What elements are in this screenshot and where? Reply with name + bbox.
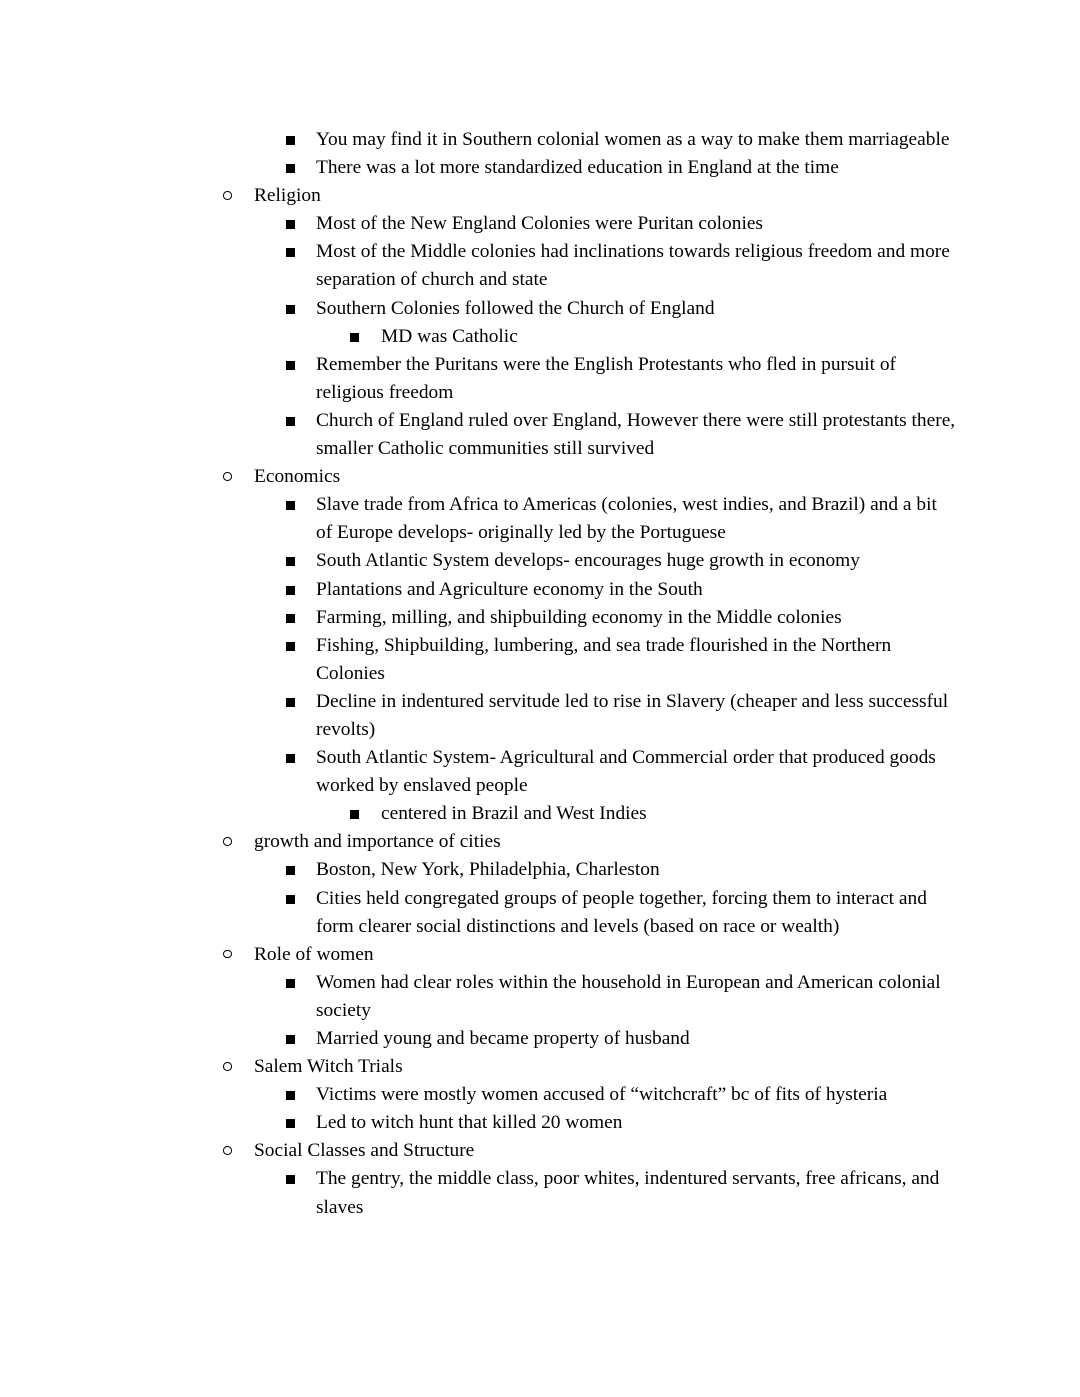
list-item-text: Slave trade from Africa to Americas (colonies, west indies, and Brazil) and a bit of Europe develops- originally led by the Portuguese: [316, 494, 937, 544]
bullet-square-icon: [286, 501, 295, 510]
list-item: [254, 463, 954, 491]
list-item: [381, 323, 957, 351]
bullet-square-icon: [286, 754, 295, 763]
bullet-circle-icon: [223, 1062, 232, 1071]
outline-list: [0, 126, 1080, 1222]
list-item: [316, 604, 957, 632]
list-item-text: The gentry, the middle class, poor whites, indentured servants, free africans, and slaves: [316, 1168, 940, 1218]
bullet-circle-icon: [223, 1146, 232, 1155]
list-item: [381, 800, 957, 828]
list-item: [254, 182, 954, 210]
list-item-text: Role of women: [254, 943, 374, 965]
list-item: [254, 828, 954, 856]
list-item-text: Women had clear roles within the household in European and American colonial society: [316, 971, 941, 1021]
list-item-text: Decline in indentured servitude led to rise in Slavery (cheaper and less successful revolts): [316, 690, 949, 740]
bullet-square-icon: [286, 698, 295, 707]
bullet-square-icon: [286, 361, 295, 370]
list-item-text: Most of the New England Colonies were Puritan colonies: [316, 213, 763, 235]
list-item: [316, 885, 957, 941]
list-item: [316, 969, 957, 1025]
bullet-square-icon: [286, 1119, 295, 1128]
list-item-text: Salem Witch Trials: [254, 1056, 403, 1078]
bullet-square-icon: [286, 136, 295, 145]
bullet-square-icon: [286, 557, 295, 566]
list-item-text: South Atlantic System develops- encourages huge growth in economy: [316, 550, 860, 572]
list-item: [316, 856, 957, 884]
list-item: [254, 1137, 954, 1165]
list-item-text: growth and importance of cities: [254, 831, 501, 853]
bullet-square-icon: [286, 417, 295, 426]
list-item-text: Led to witch hunt that killed 20 women: [316, 1112, 623, 1134]
list-item-text: Religion: [254, 185, 321, 207]
list-item-text: Remember the Puritans were the English Protestants who fled in pursuit of religious freedom: [316, 353, 896, 403]
list-item-text: MD was Catholic: [381, 325, 518, 347]
bullet-square-icon: [286, 220, 295, 229]
list-item: [316, 688, 957, 744]
bullet-square-icon: [286, 1175, 295, 1184]
bullet-square-icon: [286, 164, 295, 173]
list-item-text: South Atlantic System- Agricultural and Commercial order that produced goods worked by enslaved people: [316, 747, 936, 797]
bullet-circle-icon: [223, 837, 232, 846]
list-item: [254, 1053, 954, 1081]
bullet-square-icon: [286, 248, 295, 257]
list-item: [316, 295, 957, 323]
list-item: [316, 632, 957, 688]
list-item-text: Boston, New York, Philadelphia, Charleston: [316, 859, 660, 881]
bullet-square-icon: [286, 1035, 295, 1044]
list-item: [316, 744, 957, 800]
list-item: [316, 154, 957, 182]
bullet-square-icon: [286, 642, 295, 651]
list-item: [316, 351, 957, 407]
bullet-square-icon: [286, 895, 295, 904]
list-item-text: centered in Brazil and West Indies: [381, 803, 647, 825]
bullet-square-icon: [286, 979, 295, 988]
list-item-text: You may find it in Southern colonial women as a way to make them marriageable: [316, 129, 950, 150]
list-item: [316, 407, 957, 463]
list-item-text: Church of England ruled over England, However there were still protestants there, smaller Catholic communities still survived: [316, 409, 956, 460]
bullet-square-icon: [350, 810, 359, 819]
list-item: [316, 210, 957, 238]
bullet-square-icon: [286, 614, 295, 623]
list-item-text: Plantations and Agriculture economy in the South: [316, 578, 703, 600]
list-item-text: Southern Colonies followed the Church of England: [316, 297, 715, 319]
list-item: [316, 547, 957, 575]
list-item-text: Victims were mostly women accused of “witchcraft” bc of fits of hysteria: [316, 1084, 888, 1106]
list-item: [316, 1109, 957, 1137]
bullet-square-icon: [350, 333, 359, 342]
list-item: [316, 1165, 957, 1221]
list-item-text: Married young and became property of husband: [316, 1028, 690, 1049]
list-item-text: Fishing, Shipbuilding, lumbering, and sea trade flourished in the Northern Colonies: [316, 634, 892, 684]
list-item: [316, 238, 957, 294]
list-item-text: There was a lot more standardized education in England at the time: [316, 157, 839, 179]
list-item: [316, 491, 957, 547]
list-item: [316, 126, 957, 154]
bullet-circle-icon: [223, 472, 232, 481]
list-item: [316, 1081, 957, 1109]
list-item: [316, 576, 957, 604]
list-item-text: Most of the Middle colonies had inclinations towards religious freedom and more separation of church and state: [316, 241, 950, 291]
list-item-text: Farming, milling, and shipbuilding economy in the Middle colonies: [316, 606, 842, 628]
list-item-text: Cities held congregated groups of people together, forcing them to interact and form clearer social distinctions and levels (based on race or wealth): [316, 887, 927, 937]
bullet-circle-icon: [223, 950, 232, 959]
bullet-square-icon: [286, 586, 295, 595]
bullet-square-icon: [286, 1091, 295, 1100]
bullet-square-icon: [286, 305, 295, 314]
list-item: [316, 1025, 957, 1053]
list-item-text: Economics: [254, 466, 341, 488]
list-item-text: Social Classes and Structure: [254, 1140, 475, 1162]
list-item: [254, 941, 954, 969]
bullet-square-icon: [286, 866, 295, 875]
bullet-circle-icon: [223, 191, 232, 200]
